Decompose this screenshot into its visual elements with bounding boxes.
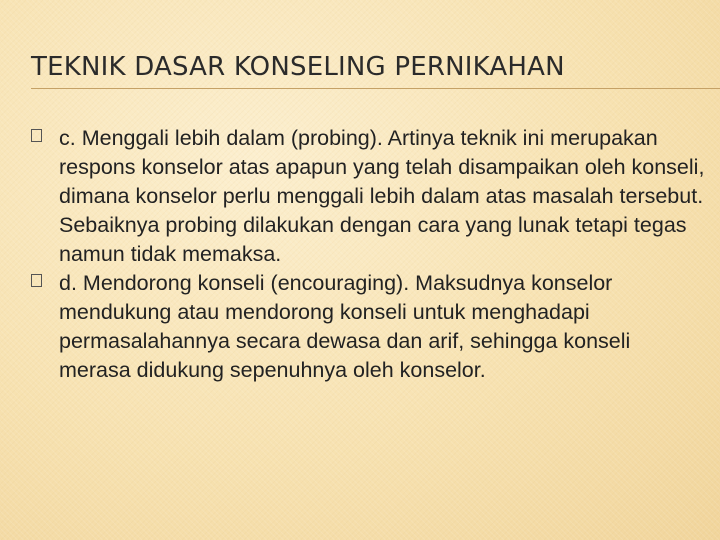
slide-title: TEKNIK DASAR KONSELING PERNIKAHAN (31, 52, 565, 82)
box-bullet-icon (31, 124, 59, 142)
bullet-item-encouraging (31, 269, 706, 385)
bullet-list (31, 124, 706, 385)
title-underline (31, 88, 720, 89)
bullet-item-probing (31, 124, 706, 269)
bullet-text-encouraging: d. Mendorong konseli (encouraging). Maksudnya konselor mendukung atau mendorong konseli untuk menghadapi permasalahannya secara dewasa dan arif, sehingga konseli merasa didukung sepenuhnya oleh konselor. (59, 271, 631, 382)
bullet-text-probing: c. Menggali lebih dalam (probing). Artinya teknik ini merupakan respons konselor atas apapun yang telah disampaikan oleh konseli, dimana konselor perlu menggali lebih dalam atas masalah tersebut. Sebaiknya probing dilakukan dengan cara yang lunak tetapi tegas namun tidak memaksa. (59, 126, 705, 266)
box-bullet-icon (31, 269, 59, 287)
